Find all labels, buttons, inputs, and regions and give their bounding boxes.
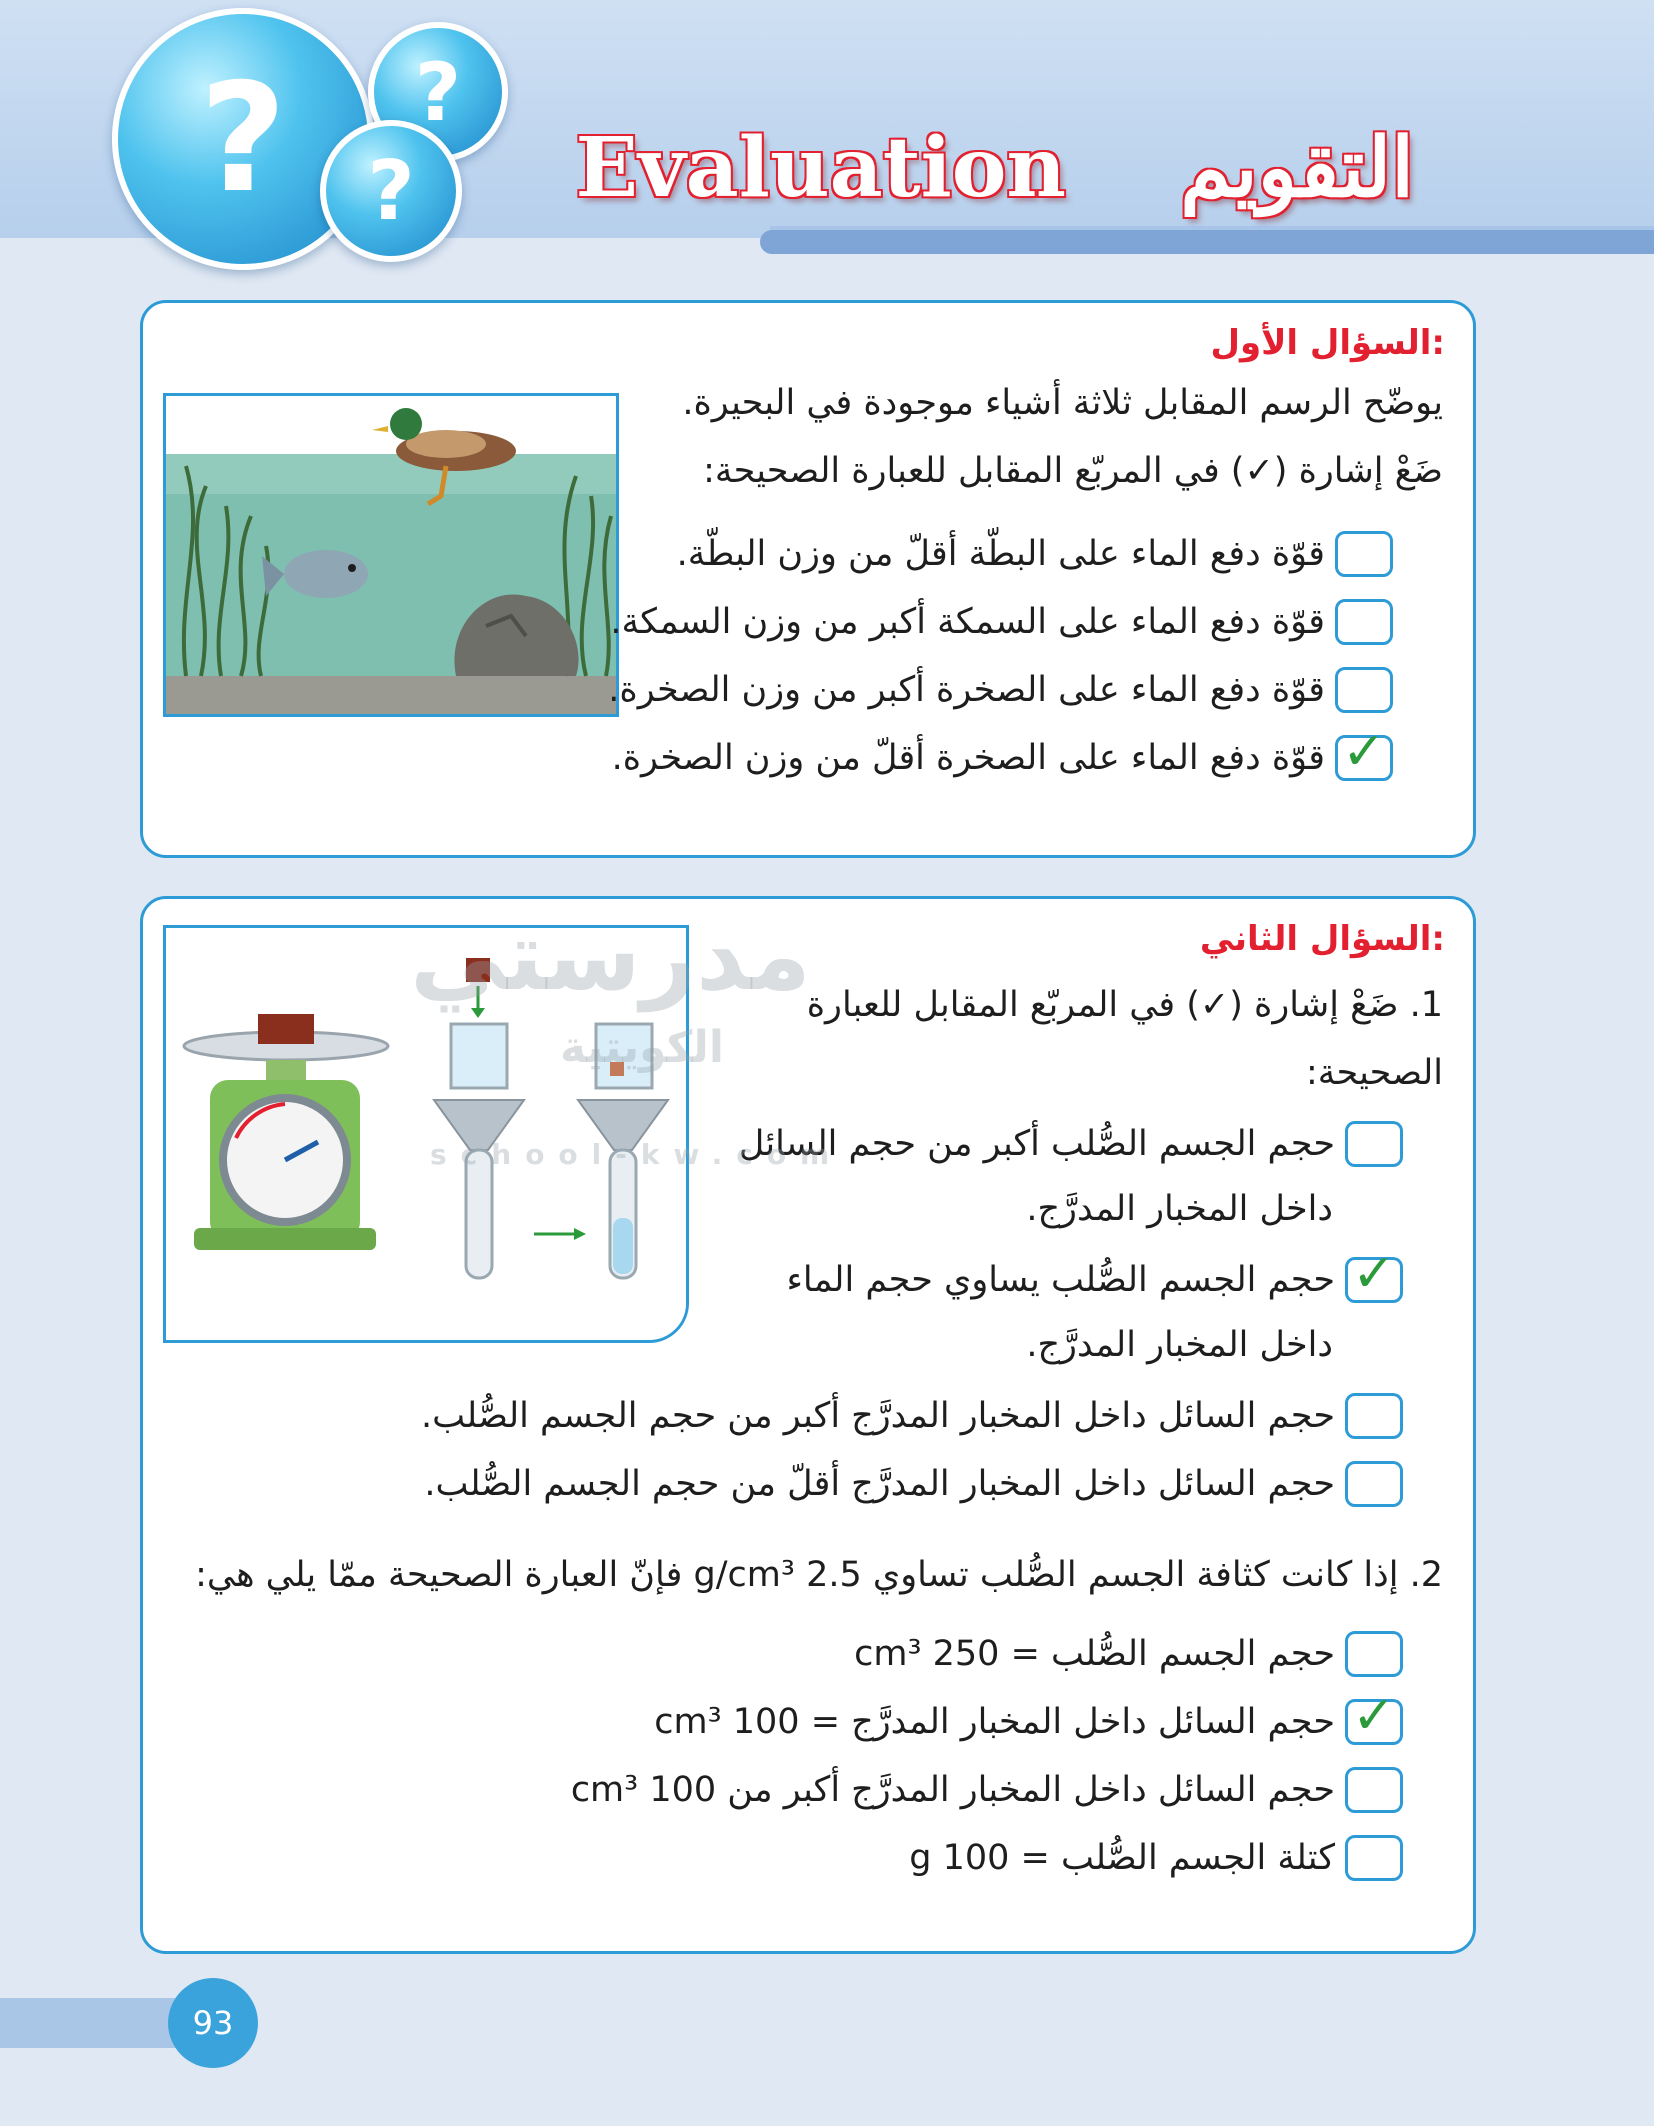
checkbox[interactable] [1345,1835,1403,1881]
checkbox[interactable] [1335,531,1393,577]
q2-part2-option-4[interactable] [909,1835,1403,1881]
checkbox[interactable] [1345,1631,1403,1677]
watermark-url: school-kw.com [430,1138,844,1171]
option-text: قوّة دفع الماء على البطّة أقلّ من وزن البطّة. [676,534,1325,574]
checkbox-checked[interactable] [1345,1244,1403,1304]
option-text: قوّة دفع الماء على السمكة أكبر من وزن السمكة. [610,602,1325,642]
question-bubble-small-2 [320,120,462,262]
question-mark-icon: ? [414,45,462,139]
check-icon: ✓ [1342,722,1386,782]
question-1-panel [140,300,1476,858]
q2-part2-option-3[interactable] [571,1767,1403,1813]
question-2-title: السؤال الثاني: [1199,919,1445,959]
option-text: حجم السائل داخل المخبار المدرَّج أقلّ من حجم الجسم الصُّلب. [424,1464,1335,1504]
option-text: حجم السائل داخل المخبار المدرَّج أكبر من حجم الجسم الصُّلب. [421,1396,1335,1436]
checkbox[interactable] [1345,1393,1403,1439]
q2-part2-option-1[interactable] [854,1631,1403,1677]
checkbox[interactable] [1335,667,1393,713]
checkbox[interactable] [1335,599,1393,645]
question-1-intro-1: يوضّح الرسم المقابل ثلاثة أشياء موجودة في البحيرة. [682,383,1443,423]
title-arabic: التقويم [1180,120,1414,216]
q1-option-2[interactable] [610,599,1393,645]
q1-option-1[interactable] [677,531,1393,577]
checkbox-checked[interactable] [1335,722,1393,782]
watermark-sub: الكويتية [560,1022,724,1073]
q2-part2-option-2[interactable] [654,1686,1403,1746]
option-text: قوّة دفع الماء على الصخرة أكبر من وزن الصخرة. [608,670,1325,710]
q2-part1-option-1-cont: داخل المخبار المدرَّج. [1026,1189,1333,1229]
question-mark-icon: ? [199,52,287,226]
question-2-panel [140,896,1476,1954]
option-text: حجم الجسم الصُّلب أكبر من حجم السائل [738,1124,1335,1164]
question-1-intro-2: ضَعْ إشارة (✓) في المربّع المقابل للعبارة الصحيحة: [703,451,1443,491]
check-icon: ✓ [1352,1244,1396,1304]
q2-part1-option-2-cont: داخل المخبار المدرَّج. [1026,1325,1333,1365]
q2-part1-option-4[interactable] [424,1461,1403,1507]
question-1-title: السؤال الأول: [1210,323,1445,363]
lake-illustration [163,393,619,717]
q2-part2-line: 2. إذا كانت كثافة الجسم الصُّلب تساوي 2.5 g/cm³ فإنّ العبارة الصحيحة ممّا يلي هي: [195,1555,1443,1595]
scale-icon [184,1014,388,1250]
header-stripe [760,230,1654,254]
option-text: حجم السائل داخل المخبار المدرَّج أكبر من 100 cm³ [570,1770,1335,1810]
title-english: Evaluation [575,120,1067,216]
watermark-brand: مدرستي [410,900,811,1012]
option-text: حجم الجسم الصُّلب يساوي حجم الماء [786,1260,1335,1300]
page-title [576,120,1414,216]
q2-part1-option-2[interactable] [786,1244,1403,1304]
q2-part1-option-3[interactable] [421,1393,1403,1439]
option-text: حجم السائل داخل المخبار المدرَّج = 100 cm³ [654,1702,1335,1742]
q1-option-4[interactable] [611,722,1393,782]
checkbox-checked[interactable] [1345,1686,1403,1746]
question-mark-icon: ? [367,143,415,239]
q2-part1-line2: الصحيحة: [1305,1053,1443,1093]
q1-option-3[interactable] [608,667,1393,713]
option-text: حجم الجسم الصُّلب = 250 cm³ [854,1634,1335,1674]
checkbox[interactable] [1345,1461,1403,1507]
checkbox[interactable] [1345,1121,1403,1167]
option-text: قوّة دفع الماء على الصخرة أقلّ من وزن الصخرة. [611,738,1325,778]
option-text: كتلة الجسم الصُّلب = 100 g [909,1838,1335,1878]
q2-part1-line1: 1. ضَعْ إشارة (✓) في المربّع المقابل للعبارة [806,985,1443,1025]
checkbox[interactable] [1345,1767,1403,1813]
check-icon: ✓ [1352,1686,1396,1746]
page-number: 93 [168,1978,258,2068]
